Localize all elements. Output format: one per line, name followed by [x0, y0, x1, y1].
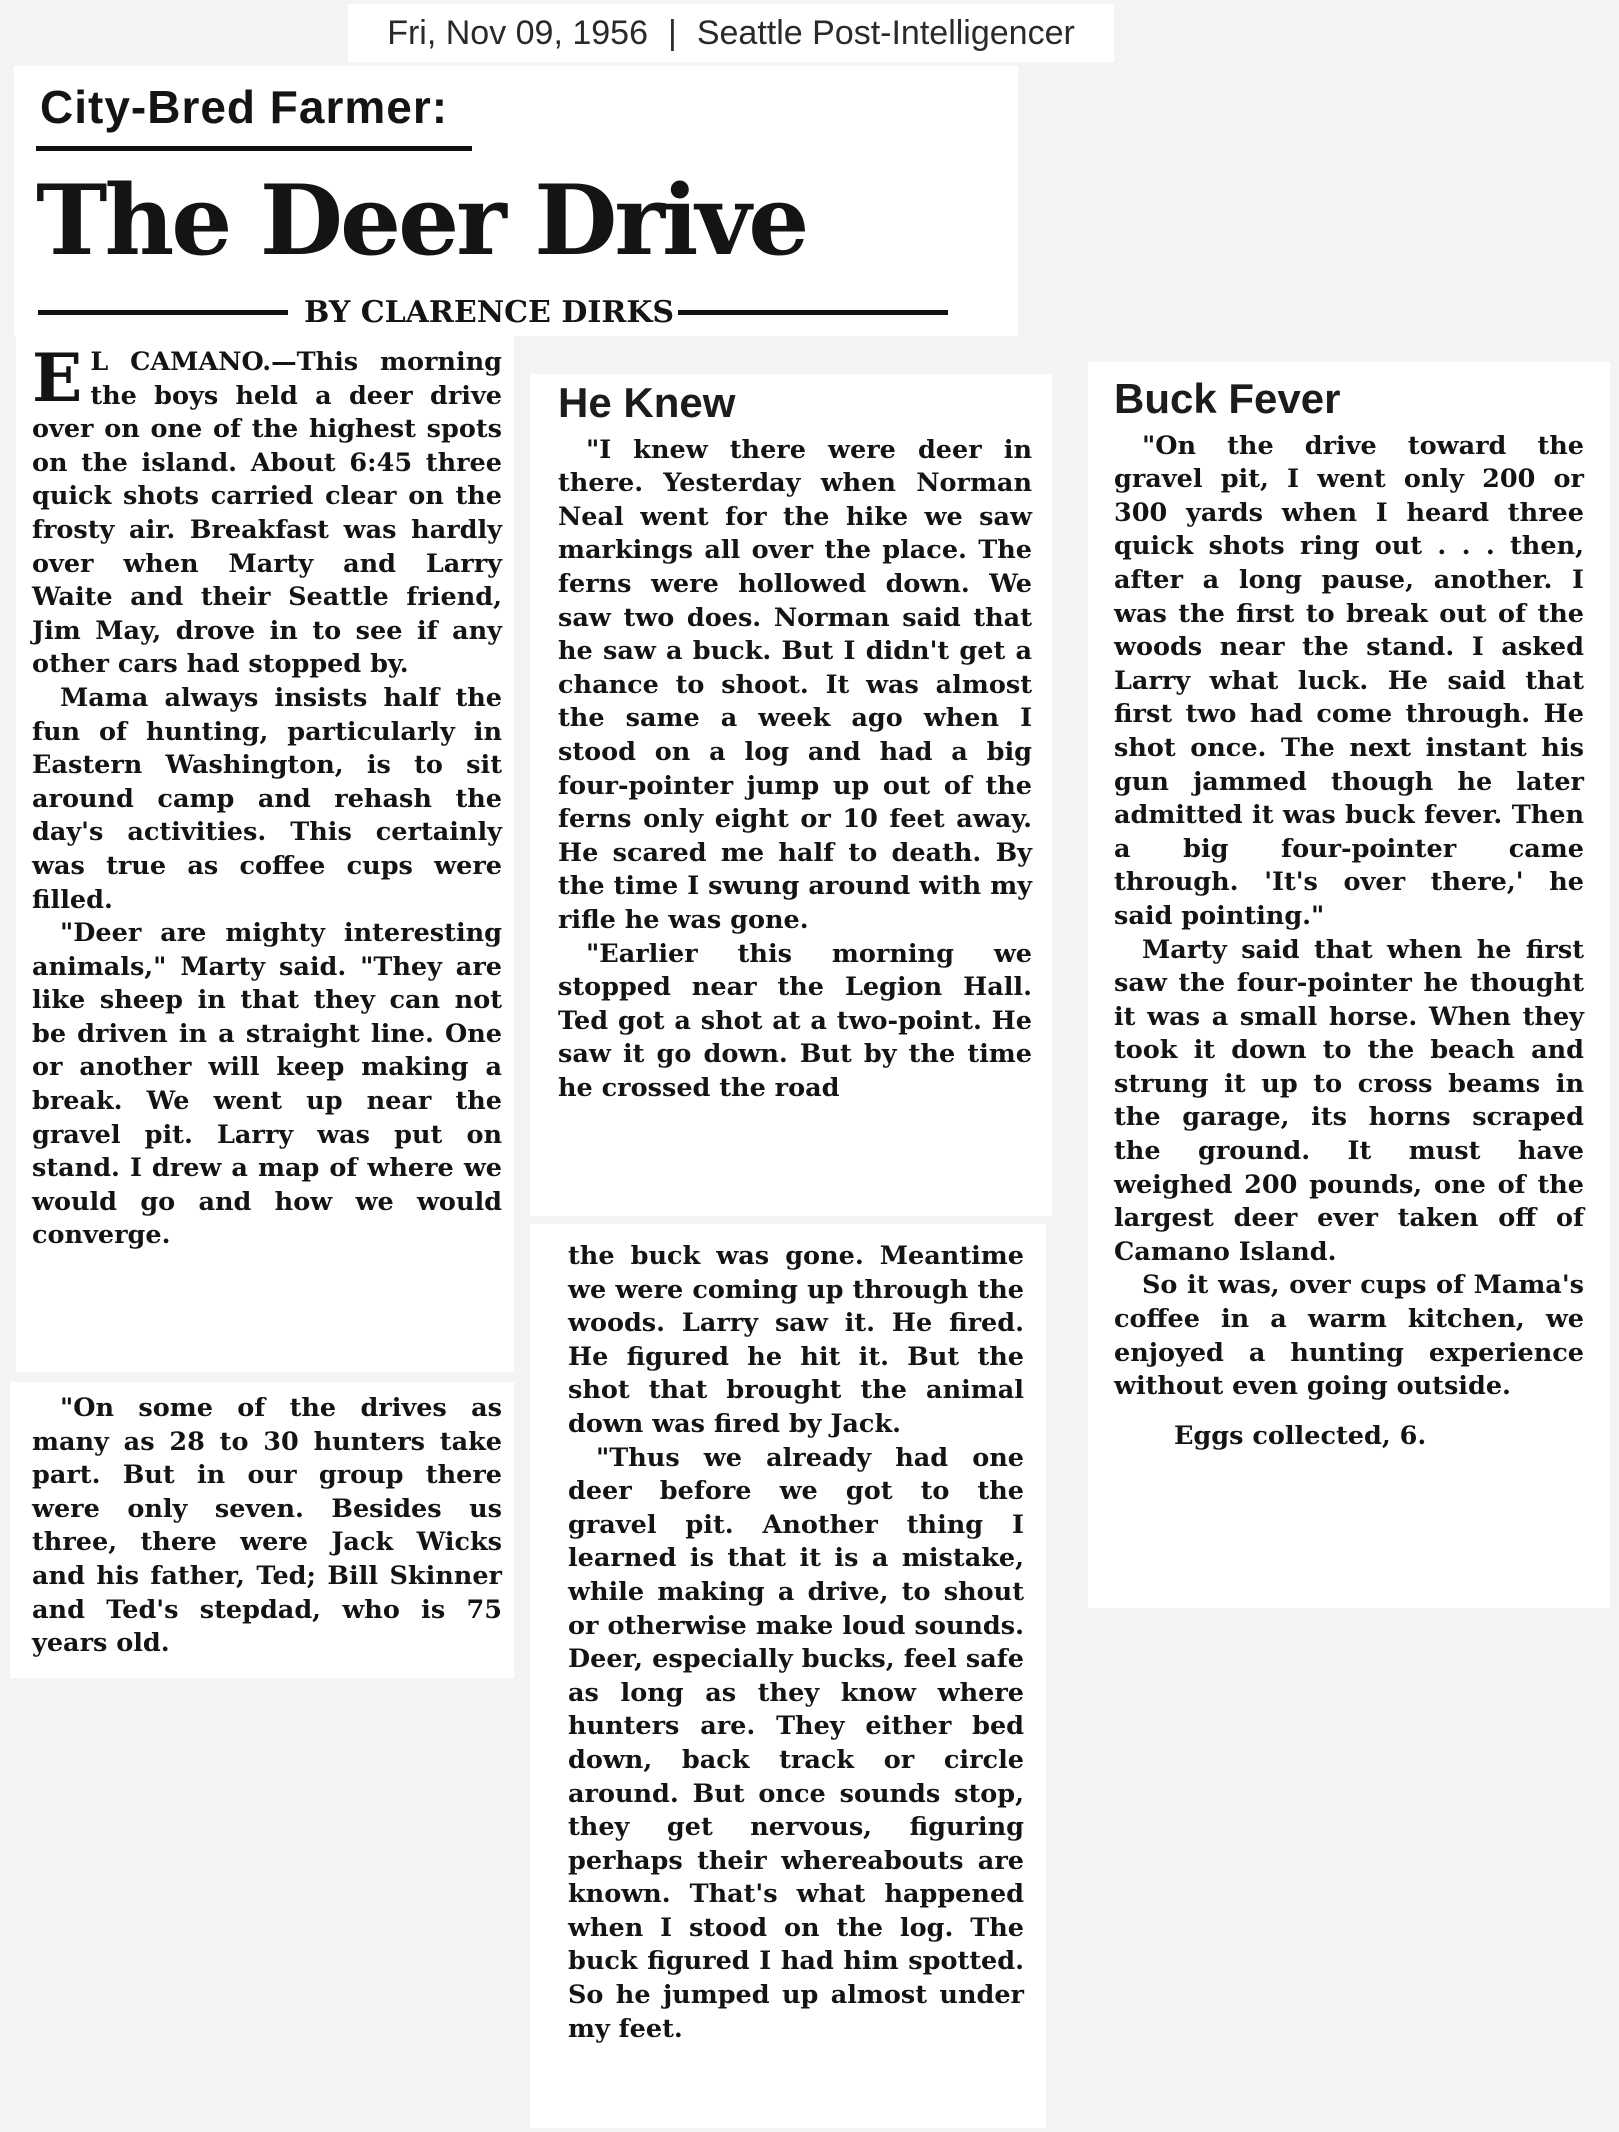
- subhead-he-knew: He Knew: [558, 379, 736, 426]
- drop-cap: E: [32, 339, 83, 417]
- eggs-collected-note: Eggs collected, 6.: [1174, 1420, 1427, 1451]
- headline: The Deer Drive: [36, 164, 807, 277]
- dateline-separator: |: [667, 14, 677, 52]
- paragraph: "On some of the drives as many as 28 to 30 hunters take part. But in our group there were only seven. Besides us three, there were Jack Wicks and his father, Ted; Bill Skinner and Ted's stepdad, who is 75 years old.: [32, 1393, 502, 1659]
- column-2-clipping-bottom: [530, 1224, 1046, 2128]
- byline: BY CLARENCE DIRKS: [304, 294, 675, 330]
- byline-bar: [38, 286, 1018, 338]
- column-1-continued-text: [32, 1392, 502, 1661]
- paragraph: [32, 339, 502, 682]
- dateline-publication: Seattle Post-Intelligencer: [696, 14, 1075, 52]
- paragraph: "Earlier this morning we stopped near the Legion Hall. Ted got a shot at a two-point. He saw it go down. But by the time he crossed the road: [558, 938, 1032, 1103]
- column-1-clipping-top: [16, 336, 514, 1372]
- column-1-text: [32, 339, 502, 1253]
- paragraph: the buck was gone. Meantime we were coming up through the woods. Larry saw it. He fired. He figured he hit it. But the shot that brought the animal down was fired by Jack.: [568, 1241, 1024, 1439]
- column-1-clipping-bottom: [10, 1382, 514, 1678]
- subhead-buck-fever: Buck Fever: [1114, 375, 1341, 422]
- paragraph: "Thus we already had one deer before we got to the gravel pit. Another thing I learned is that it is a mistake, while making a drive, to shout or otherwise make loud sounds. Deer, especially bucks, feel safe as long as they know where hunters are. They either bed down, back track or circle around. But once sounds stop, they get nervous, figuring perhaps their whereabouts are known. That's what happened when I stood on the log. The buck figured I had him spotted. So he jumped up almost under my feet.: [568, 1442, 1024, 2044]
- column-3-text: [1114, 375, 1584, 1453]
- dateline-date: Fri, Nov 09, 1956: [387, 14, 648, 52]
- lead-paragraph-text: L CAMANO.—This morning the boys held a deer drive over on one of the highest spots on the island. About 6:45 three quick shots carried clear on the frosty air. Breakfast was hardly over when Marty and Larry Waite and their Seattle friend, Jim May, drove in to see if any other cars had stopped by.: [32, 347, 502, 680]
- paragraph: Marty said that when he first saw the four-pointer he thought it was a small horse. When they took it down to the beach and strung it up to cross beams in the garage, its horns scraped the ground. It must have weighed 200 pounds, one of the largest deer ever taken off of Camano Island.: [1114, 934, 1584, 1267]
- column-3-clipping: [1088, 362, 1610, 1608]
- paragraph: So it was, over cups of Mama's coffee in a warm kitchen, we enjoyed a hunting experience without even going outside.: [1114, 1270, 1584, 1402]
- kicker-underline: [36, 146, 472, 151]
- paragraph: "On the drive toward the gravel pit, I went only 200 or 300 yards when I heard three quick shots ring out . . . then, after a long pause, another. I was the first to break out of the woods near the stand. I asked Larry what luck. He said that first two had come through. He shot once. The next instant his gun jammed though he later admitted it was buck fever. Then a big four-pointer came through. 'It's over there,' he said pointing.": [1114, 430, 1584, 931]
- dateline: [348, 4, 1114, 62]
- paragraph: "Deer are mighty interesting animals," Marty said. "They are like sheep in that they can not be driven in a straight line. One or another will keep making a break. We went up near the gravel pit. Larry was put on stand. I drew a map of where we would go and how we would converge.: [32, 918, 502, 1251]
- byline-rule-left: [38, 310, 288, 315]
- column-2-text: [558, 379, 1032, 1105]
- paragraph: "I knew there were deer in there. Yesterday when Norman Neal went for the hike we saw markings all over the place. The ferns were hollowed down. We saw two does. Norman said that he saw a buck. But I didn't get a chance to shoot. It was almost the same a week ago when I stood on a log and had a big four-pointer jump up out of the ferns only eight or 10 feet away. He scared me half to death. By the time I swung around with my rifle he was gone.: [558, 434, 1032, 935]
- column-2-clipping-top: [530, 374, 1052, 1216]
- paragraph: Mama always insists half the fun of hunting, particularly in Eastern Washington, is to sit around camp and rehash the day's activities. This certainly was true as coffee cups were filled.: [32, 682, 502, 915]
- headline-clipping: [14, 66, 1018, 336]
- byline-rule-right: [678, 310, 948, 315]
- kicker: City-Bred Farmer:: [40, 81, 449, 133]
- column-2-continued-text: [568, 1240, 1024, 2046]
